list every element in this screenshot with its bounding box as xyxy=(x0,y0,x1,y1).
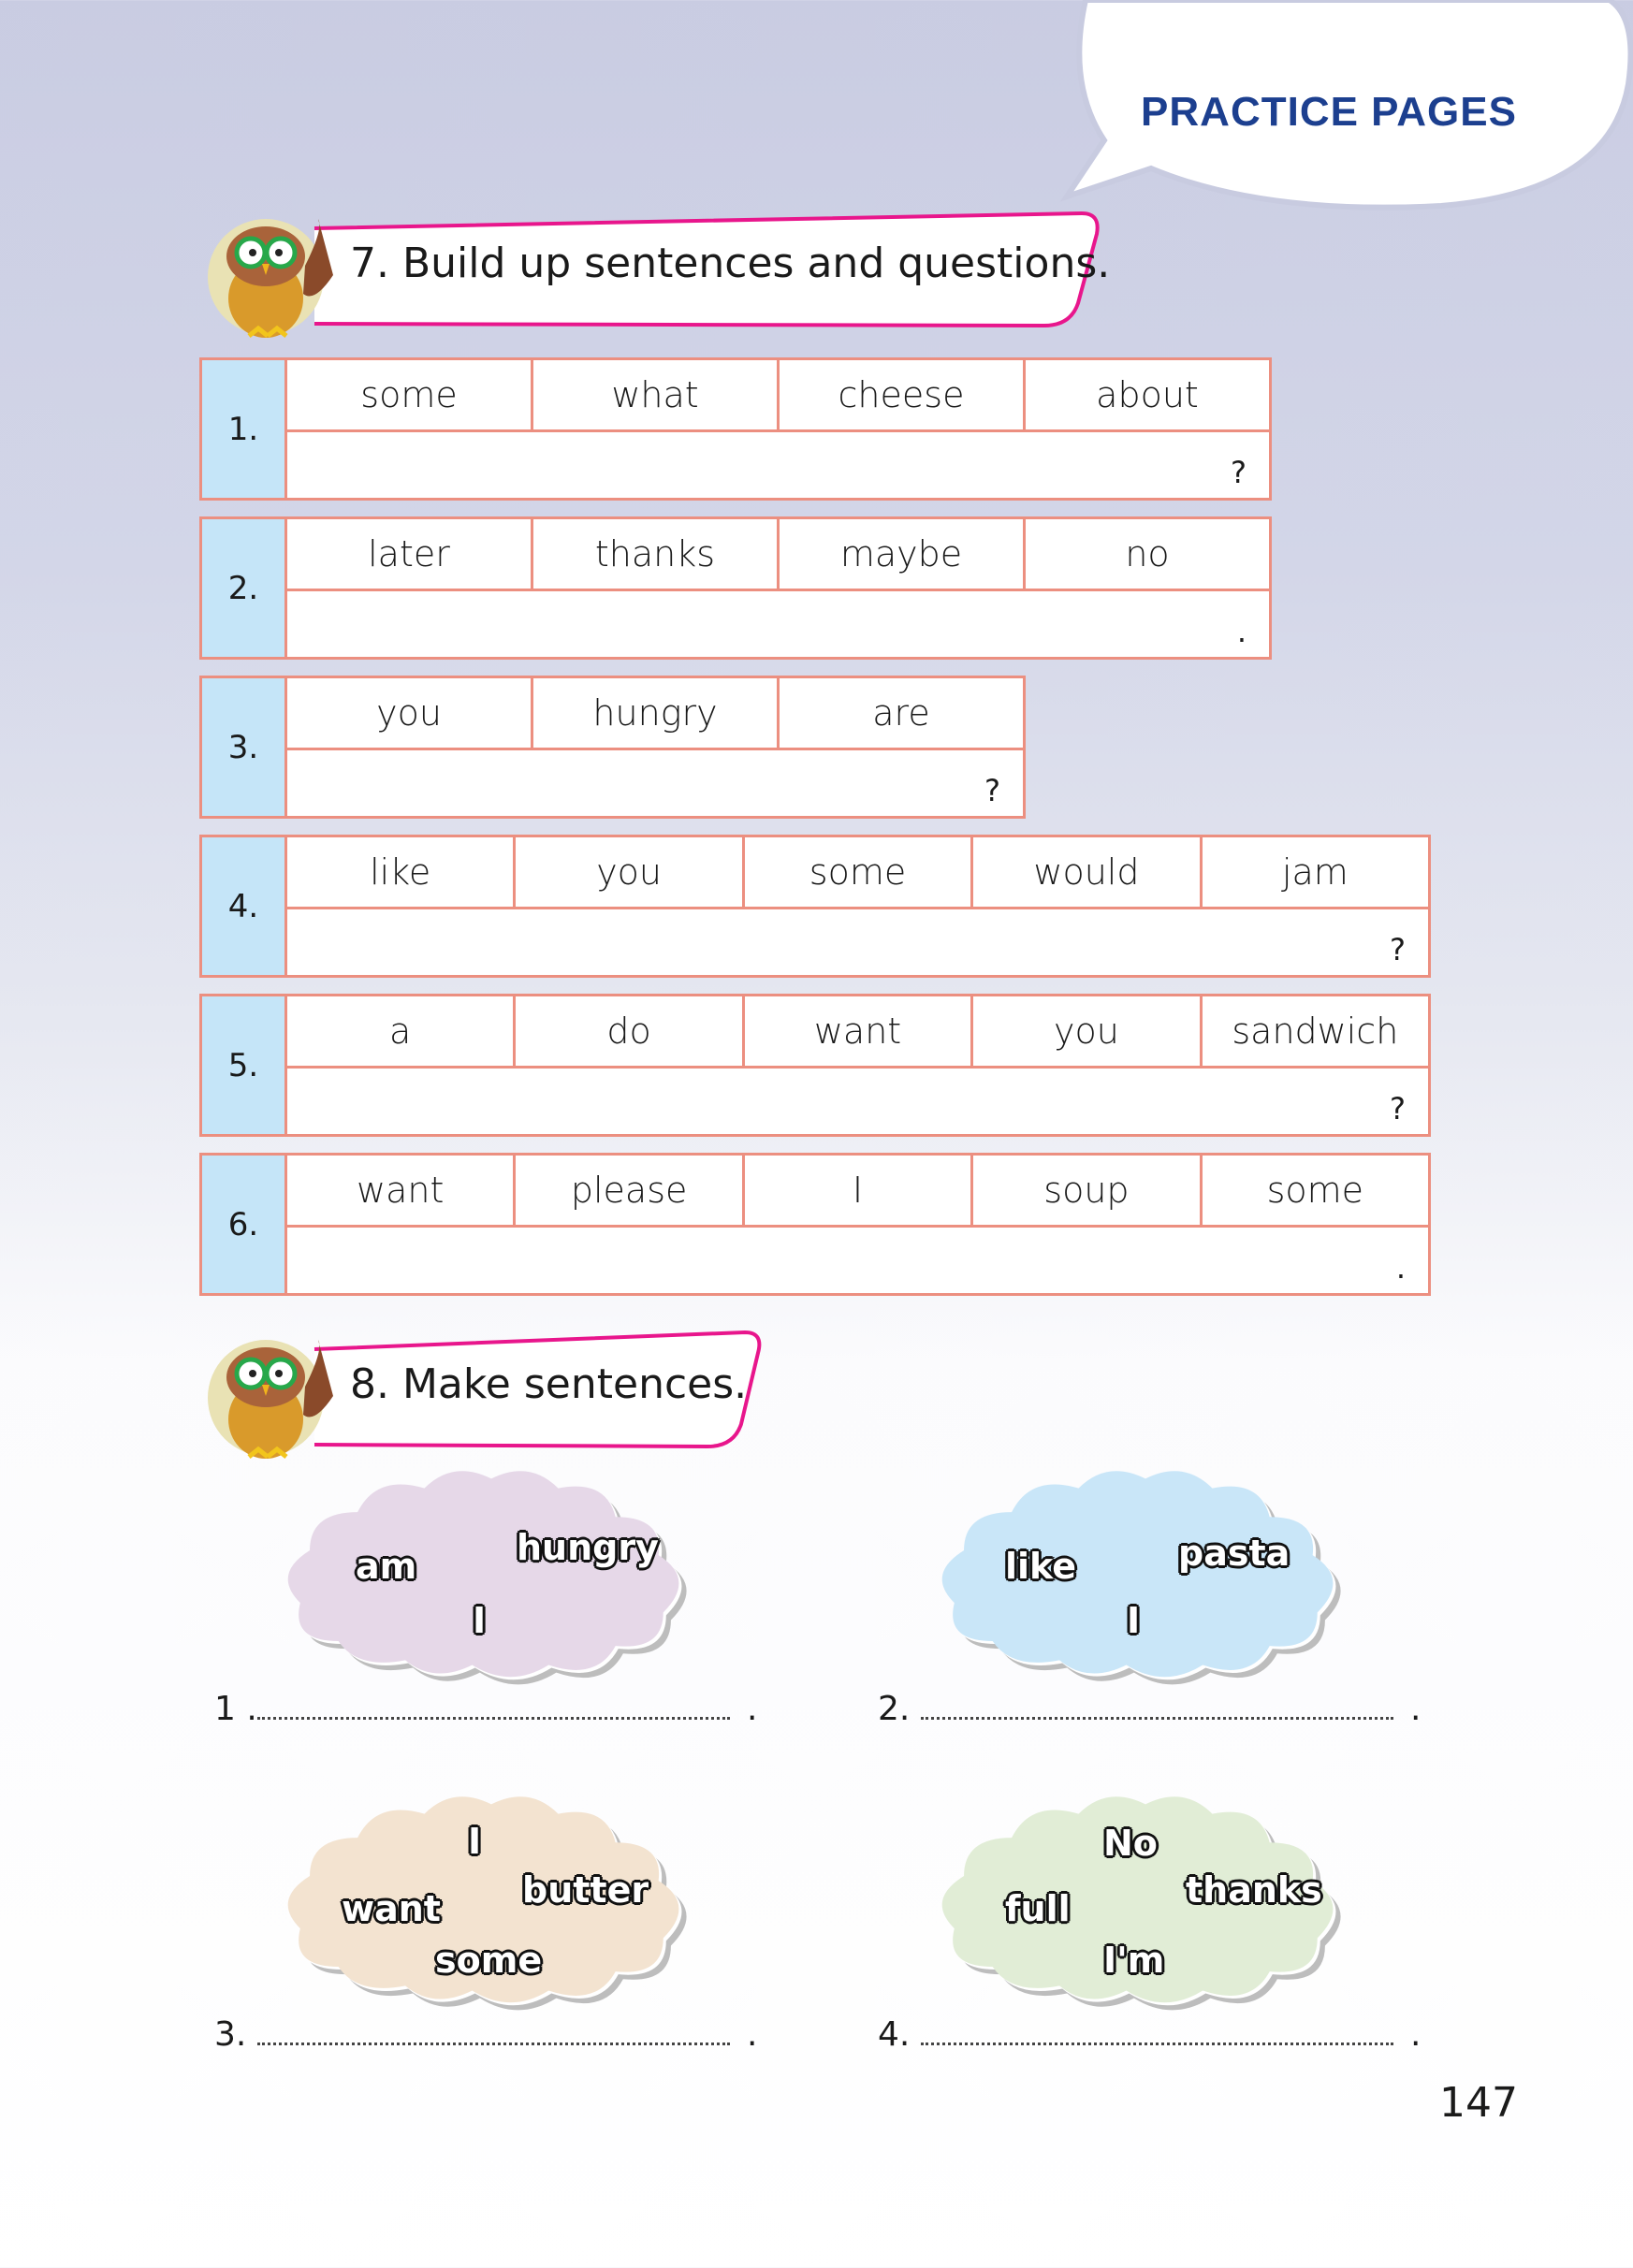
word-cell: I xyxy=(745,1156,973,1225)
item-body xyxy=(287,519,1269,657)
ending-punctuation: . xyxy=(747,2015,758,2054)
word-cell: are xyxy=(872,692,930,734)
word-cell: you xyxy=(973,996,1202,1066)
ending-punctuation: . xyxy=(1395,1250,1406,1286)
answer-field[interactable] xyxy=(287,591,1269,657)
word-cell: thanks xyxy=(533,519,780,589)
cloud-word: hungry xyxy=(517,1527,659,1568)
answer-line xyxy=(878,2015,1421,2054)
word-cell: what xyxy=(533,360,780,429)
item-body xyxy=(287,1156,1428,1293)
word-cell: about xyxy=(1096,374,1199,415)
exercise-7-header xyxy=(202,210,1110,322)
answer-field[interactable] xyxy=(921,2018,1393,2045)
sentence-builder-row xyxy=(199,516,1272,660)
word-cell: no xyxy=(1125,533,1170,574)
word-cells xyxy=(287,678,1023,750)
sentence-builder-row xyxy=(199,357,1272,501)
cloud-word: thanks xyxy=(1186,1869,1322,1911)
exercise-8-header xyxy=(202,1330,764,1443)
word-cells xyxy=(287,360,1269,432)
cloud-word: No xyxy=(1103,1823,1158,1864)
cloud-word: some xyxy=(435,1940,543,1981)
answer-field[interactable] xyxy=(257,1693,730,1720)
exercise-7-title: 7. Build up sentences and questions. xyxy=(350,240,1111,287)
owl-mascot-icon xyxy=(202,1330,343,1471)
item-body xyxy=(287,360,1269,498)
sentence-builder-row xyxy=(199,1153,1431,1296)
word-cell: would xyxy=(973,837,1202,907)
word-cells xyxy=(287,837,1428,909)
cloud-word: I xyxy=(1127,1600,1141,1641)
item-number: 1 . xyxy=(214,1690,257,1728)
word-cell: like xyxy=(287,837,516,907)
item-number: 3. xyxy=(214,2015,247,2054)
cloud-word: want xyxy=(342,1888,441,1929)
word-cell: some xyxy=(287,360,533,429)
word-cell: some xyxy=(1266,1170,1364,1211)
word-cell: do xyxy=(516,996,744,1066)
answer-field[interactable] xyxy=(287,750,1023,816)
item-number: 4. xyxy=(202,837,287,975)
section-label: PRACTICE PAGES xyxy=(1141,89,1517,135)
ending-punctuation: ? xyxy=(1231,455,1247,490)
word-cell: soup xyxy=(973,1156,1202,1225)
answer-field[interactable] xyxy=(287,909,1428,975)
item-number: 2. xyxy=(878,1690,911,1728)
cloud-word: full xyxy=(1005,1888,1071,1929)
cloud-word: am xyxy=(356,1546,417,1587)
word-cell: you xyxy=(516,837,744,907)
word-cell: some xyxy=(745,837,973,907)
item-number: 2. xyxy=(202,519,287,657)
word-cells xyxy=(287,996,1428,1069)
ending-punctuation: ? xyxy=(1390,932,1406,967)
cloud-word: like xyxy=(1005,1546,1077,1587)
word-cells xyxy=(287,1156,1428,1228)
ending-punctuation: . xyxy=(1236,614,1247,649)
word-cell: want xyxy=(287,1156,516,1225)
answer-field[interactable] xyxy=(287,1069,1428,1134)
item-body xyxy=(287,996,1428,1134)
word-cell: you xyxy=(287,678,533,748)
item-body xyxy=(287,678,1023,816)
item-number: 6. xyxy=(202,1156,287,1293)
cloud-word: butter xyxy=(522,1869,649,1911)
cloud-word: pasta xyxy=(1178,1533,1290,1574)
word-cloud xyxy=(926,1460,1365,1679)
item-number: 4. xyxy=(878,2015,911,2054)
cloud-word: I xyxy=(468,1821,482,1862)
word-cell: a xyxy=(287,996,516,1066)
item-number: 1. xyxy=(202,360,287,498)
word-cell: maybe xyxy=(780,519,1026,589)
word-cloud xyxy=(271,1785,711,2005)
owl-mascot-icon xyxy=(202,210,343,350)
cloud-word: I xyxy=(473,1600,487,1641)
ending-punctuation: . xyxy=(747,1690,758,1728)
answer-field[interactable] xyxy=(921,1693,1393,1720)
sentence-builder-row xyxy=(199,994,1431,1137)
answer-line xyxy=(214,2015,757,2054)
answer-line xyxy=(878,1690,1421,1728)
ending-punctuation: ? xyxy=(1390,1091,1406,1127)
ending-punctuation: . xyxy=(1410,1690,1422,1728)
word-cells xyxy=(287,519,1269,591)
answer-field[interactable] xyxy=(287,432,1269,498)
word-cloud xyxy=(926,1785,1365,2005)
sentence-builder-row xyxy=(199,835,1431,978)
cloud-word: I'm xyxy=(1103,1940,1165,1981)
word-cell: hungry xyxy=(533,678,780,748)
item-number: 3. xyxy=(202,678,287,816)
page-number: 147 xyxy=(1439,2079,1518,2127)
word-cloud xyxy=(271,1460,711,1679)
word-cell: cheese xyxy=(780,360,1026,429)
sentence-builder-row xyxy=(199,676,1026,819)
word-cell: sandwich xyxy=(1232,1010,1399,1052)
ending-punctuation: ? xyxy=(984,773,1000,808)
word-cell: later xyxy=(287,519,533,589)
word-cell: jam xyxy=(1281,851,1349,893)
item-body xyxy=(287,837,1428,975)
answer-line xyxy=(214,1690,757,1728)
exercise-8-title: 8. Make sentences. xyxy=(350,1360,748,1408)
answer-field[interactable] xyxy=(287,1228,1428,1293)
word-cell: please xyxy=(516,1156,744,1225)
answer-field[interactable] xyxy=(257,2018,730,2045)
item-number: 5. xyxy=(202,996,287,1134)
ending-punctuation: . xyxy=(1410,2015,1422,2054)
word-cell: want xyxy=(745,996,973,1066)
